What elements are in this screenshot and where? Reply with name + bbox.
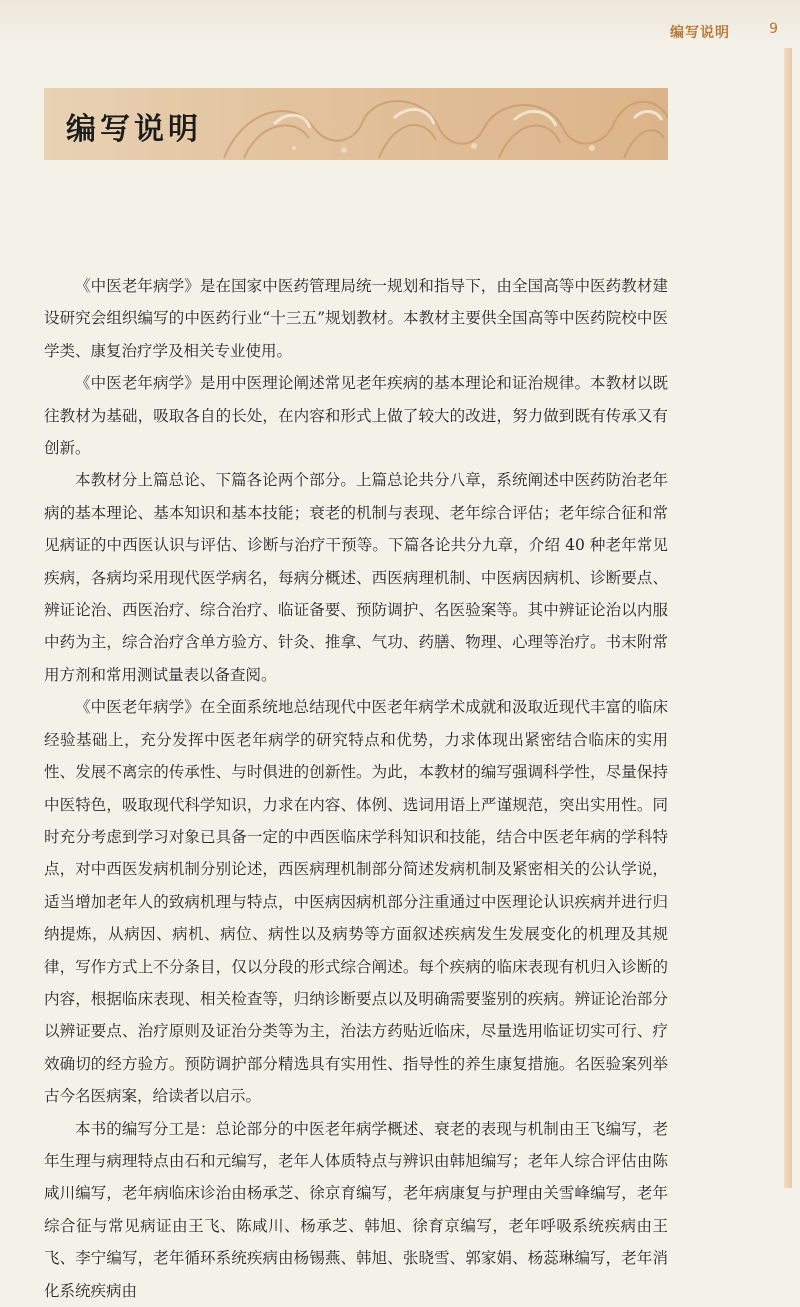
paragraph-2: 《中医老年病学》是用中医理论阐述常见老年疾病的基本理论和证治规律。本教材以既往教材为基础，吸取各自的长处，在内容和形式上做了较大的改进，努力做到既有传承又有创新。 xyxy=(44,374,668,458)
page-edge-rule xyxy=(784,48,792,1188)
title-banner xyxy=(44,88,668,160)
document-title: 编写说明 xyxy=(66,112,202,147)
page-number: 9 xyxy=(769,21,778,37)
paragraph-1: 《中医老年病学》是在国家中医药管理局统一规划和指导下，由全国高等中医药教材建设研究会组织编写的中医药行业“十三五”规划教材。本教材主要供全国高等中医药院校中医学类、康复治疗学及相关专业使用。 xyxy=(44,277,668,360)
body-text xyxy=(44,270,668,1307)
paragraph-5: 本书的编写分工是：总论部分的中医老年病学概述、衰老的表现与机制由王飞编写，老年生理与病理特点由石和元编写，老年人体质特点与辨识由韩旭编写；老年人综合评估由陈咸川编写，老年病临床诊治由杨承芝、徐京育编写，老年病康复与护理由关雪峰编写，老年综合征与常见病证由王飞、陈咸川、杨承芝、韩旭、徐育京编写，老年呼吸系统疾病由王飞、李宁编写，老年循环系统疾病由杨锡燕、韩旭、张晓雪、郭家娟、杨蕊琳编写，老年消化系统疾病由 xyxy=(44,1119,668,1300)
paragraph-3: 本教材分上篇总论、下篇各论两个部分。上篇总论共分八章，系统阐述中医药防治老年病的基本理论、基本知识和基本技能；衰老的机制与表现、老年综合评估；老年综合征和常见病证的中西医认识与评估、诊断与治疗干预等。下篇各论共分九章，介绍 40 种老年常见疾病，各病均采用现代医学病名，每病分概述、西医病理机制、中医病因病机、诊断要点、辨证论治、西医治疗、综合治疗、临证备要、预防调护、名医验案等。其中辨证论治以内服中药为主，综合治疗含单方验方、针灸、推拿、气功、药膳、物理、心理等治疗。书末附常用方剂和常用测试量表以备查阅。 xyxy=(44,471,668,684)
paragraph-4: 《中医老年病学》在全面系统地总结现代中医老年病学术成就和汲取近现代丰富的临床经验基础上，充分发挥中医老年病学的研究特点和优势，力求体现出紧密结合临床的实用性、发展不离宗的传承性、与时俱进的创新性。为此，本教材的编写强调科学性，尽量保持中医特色，吸取现代科学知识，力求在内容、体例、选词用语上严谨规范，突出实用性。同时充分考虑到学习对象已具备一定的中西医临床学科知识和技能，结合中医老年病的学科特点，对中西医发病机制分别论述，西医病理机制部分简述发病机制及紧密相关的公认学说，适当增加老年人的致病机理与特点，中医病因病机部分注重通过中医理论认识疾病并进行归纳提炼，从病因、病机、病位、病性以及病势等方面叙述疾病发生发展变化的机理及其规律，写作方式上不分条目，仅以分段的形式综合阐述。每个疾病的临床表现有机归入诊断的内容，根据临床表现、相关检查等，归纳诊断要点以及明确需要鉴别的疾病。辨证论治部分以辨证要点、治疗原则及证治分类等为主，治法方药贴近临床，尽量选用临证切实可行、疗效确切的经方验方。预防调护部分精选具有实用性、指导性的养生康复措施。名医验案列举古今名医病案，给读者以启示。 xyxy=(44,698,668,1106)
running-header-section: 编写说明 xyxy=(670,25,730,41)
